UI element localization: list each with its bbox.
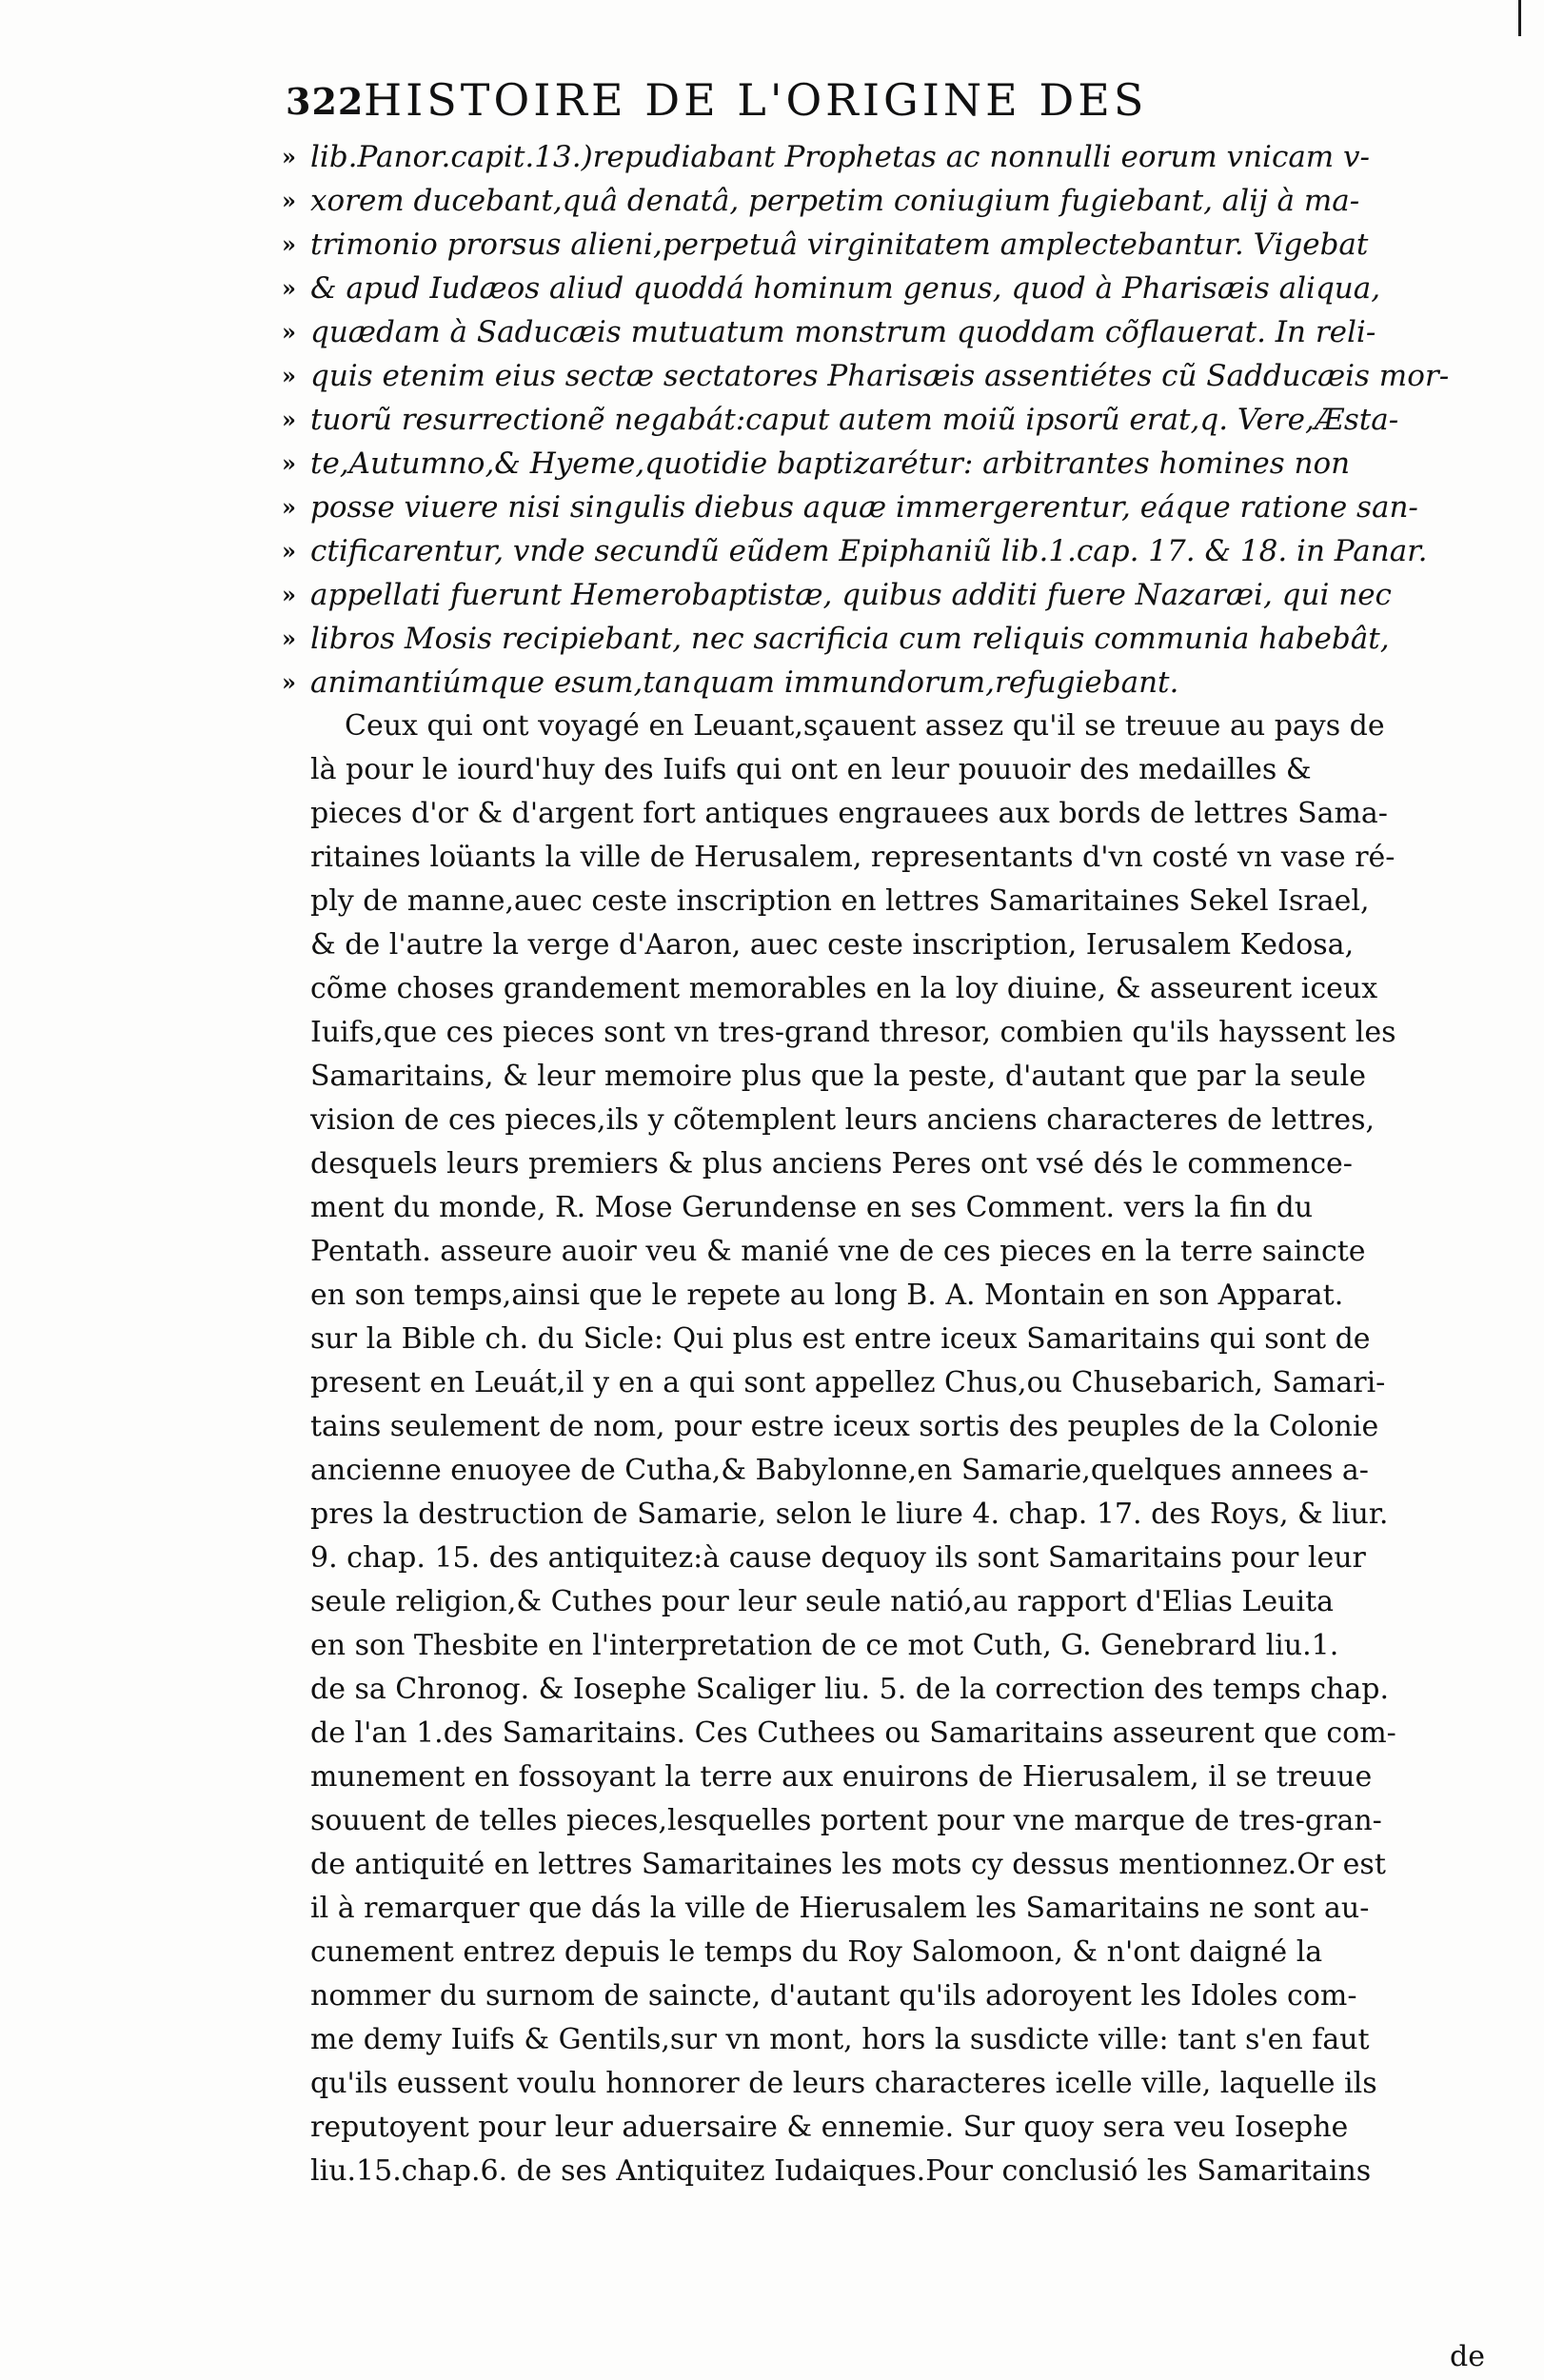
paragraph-line-text: en son Thesbite en l'interpretation de ce mot Cuth, G. Genebrard liu.1.	[310, 1629, 1339, 1662]
paragraph-line	[286, 1011, 1514, 1055]
paragraph-line-text: Samaritains, & leur memoire plus que la peste, d'autant que par la seule	[310, 1060, 1367, 1093]
paragraph-line-text: sur la Bible ch. du Sicle: Qui plus est entre iceux Samaritains qui sont de	[310, 1322, 1371, 1356]
quote-mark-icon: »	[282, 274, 296, 302]
quote-mark-icon: »	[282, 187, 296, 214]
paragraph-line	[286, 1668, 1514, 1712]
paragraph-line	[286, 2018, 1514, 2062]
quote-mark-icon: »	[282, 143, 296, 170]
quote-mark-icon: »	[282, 406, 296, 433]
quote-line-text: trimonio prorsus alieni,perpetuâ virginitatem amplectebantur. Vigebat	[310, 228, 1369, 262]
quote-line-text: quis etenim eius sectæ sectatores Pharisæis assentiétes cũ Sadducæis mor-	[310, 359, 1450, 393]
paragraph-line-text: pres la destruction de Samarie, selon le liure 4. chap. 17. des Roys, & liur.	[310, 1497, 1389, 1531]
paragraph-line-text: Pentath. asseure auoir veu & manié vne de ces pieces en la terre saincte	[310, 1235, 1366, 1268]
quote-line	[282, 617, 1514, 661]
paragraph-line	[286, 1142, 1514, 1186]
paragraph-line	[286, 1449, 1514, 1493]
page-edge-mark	[1518, 0, 1521, 36]
paragraph-line	[286, 1493, 1514, 1537]
quote-line	[282, 135, 1514, 179]
paragraph-line	[286, 1537, 1514, 1580]
quote-line-text: posse viuere nisi singulis diebus aquæ immergerentur, eáque ratione san-	[310, 490, 1418, 525]
quote-line	[282, 223, 1514, 267]
paragraph-line	[286, 748, 1514, 792]
quote-line-text: quædam à Saducæis mutuatum monstrum quoddam cõflauerat. In reli-	[310, 315, 1376, 349]
quote-mark-icon: »	[282, 449, 296, 477]
quote-line-text: libros Mosis recipiebant, nec sacrificia cum reliquis communia habebât,	[310, 622, 1390, 656]
quote-line-text: tuorũ resurrectionẽ negabát:caput autem moiũ ipsorũ erat,q. Vere,Æsta-	[310, 403, 1399, 437]
paragraph-line-text: ply de manne,auec ceste inscription en lettres Samaritaines Sekel Israel,	[310, 884, 1370, 918]
running-head	[286, 74, 1333, 131]
paragraph-line	[286, 1099, 1514, 1142]
quote-mark-icon: »	[282, 581, 296, 608]
quote-line-text: lib.Panor.capit.13.)repudiabant Prophetas ac nonnulli eorum vnicam v-	[310, 140, 1371, 174]
paragraph-line	[286, 792, 1514, 836]
paragraph-line	[286, 1230, 1514, 1274]
paragraph-line-text: il à remarquer que dás la ville de Hierusalem les Samaritains ne sont au-	[310, 1892, 1370, 1925]
paragraph-line-text: desquels leurs premiers & plus anciens Peres ont vsé dés le commence-	[310, 1147, 1353, 1180]
quote-line	[282, 398, 1514, 442]
quote-line-text: appellati fuerunt Hemerobaptistæ, quibus additi fuere Nazaræi, qui nec	[310, 578, 1392, 612]
quote-line	[282, 354, 1514, 398]
paragraph-line	[286, 704, 1514, 748]
quote-mark-icon: »	[282, 318, 296, 346]
paragraph-line-text: tains seulement de nom, pour estre iceux sortis des peuples de la Colonie	[310, 1410, 1379, 1443]
paragraph-line	[286, 2106, 1514, 2150]
text-block	[282, 135, 1514, 2193]
paragraph-line-text: ancienne enuoyee de Cutha,& Babylonne,en Samarie,quelques annees a-	[310, 1454, 1369, 1487]
paragraph-line-text: en son temps,ainsi que le repete au long B. A. Montain en son Apparat.	[310, 1279, 1344, 1312]
paragraph-line	[286, 1712, 1514, 1755]
paragraph-line-text: ritaines loüants la ville de Herusalem, representants d'vn costé vn vase ré-	[310, 841, 1396, 874]
paragraph-line-text: Ceux qui ont voyagé en Leuant,sçauent assez qu'il se treuue au pays de	[345, 709, 1385, 743]
quote-line-text: & apud Iudæos aliud quoddá hominum genus, quod à Pharisæis aliqua,	[310, 271, 1381, 306]
paragraph-line	[286, 1755, 1514, 1799]
paragraph-line-text: Iuifs,que ces pieces sont vn tres-grand thresor, combien qu'ils hayssent les	[310, 1016, 1396, 1049]
paragraph-line	[286, 1318, 1514, 1361]
paragraph-line-text: cunement entrez depuis le temps du Roy Salomoon, & n'ont daigné la	[310, 1935, 1323, 1969]
quote-line-text: xorem ducebant,quâ denatâ, perpetim coniugium fugiebant, alij à ma-	[310, 184, 1360, 218]
paragraph-line-text: là pour le iourd'huy des Iuifs qui ont en leur pouuoir des medailles &	[310, 753, 1312, 786]
paragraph-line-text: seule religion,& Cuthes pour leur seule natió,au rapport d'Elias Leuita	[310, 1585, 1335, 1618]
paragraph-line-text: qu'ils eussent voulu honnorer de leurs characteres icelle ville, laquelle ils	[310, 2067, 1377, 2100]
paragraph-line	[286, 923, 1514, 967]
quote-line-text: animantiúmque esum,tanquam immundorum,refugiebant.	[310, 665, 1179, 700]
paragraph-line-text: & de l'autre la verge d'Aaron, auec ceste inscription, Ierusalem Kedosa,	[310, 928, 1355, 962]
page-number: 322	[286, 80, 365, 123]
quote-line	[282, 179, 1514, 223]
paragraph-line	[286, 1361, 1514, 1405]
paragraph-line	[286, 1887, 1514, 1931]
paragraph-line	[286, 1624, 1514, 1668]
quote-mark-icon: »	[282, 668, 296, 696]
paragraph-line-text: ment du monde, R. Mose Gerundense en ses Comment. vers la fin du	[310, 1191, 1314, 1224]
quote-line	[282, 310, 1514, 354]
paragraph-line-text: liu.15.chap.6. de ses Antiquitez Iudaiques.Pour conclusió les Samaritains	[310, 2154, 1372, 2188]
quote-mark-icon: »	[282, 625, 296, 652]
quote-line-text: te,Autumno,& Hyeme,quotidie baptizarétur: arbitrantes homines non	[310, 446, 1351, 481]
latin-quotation	[282, 135, 1514, 704]
paragraph-line-text: souuent de telles pieces,lesquelles portent pour vne marque de tres-gran-	[310, 1804, 1382, 1837]
french-paragraph	[286, 704, 1514, 2193]
quote-line	[282, 529, 1514, 573]
paragraph-line-text: me demy Iuifs & Gentils,sur vn mont, hors la susdicte ville: tant s'en faut	[310, 2023, 1370, 2056]
paragraph-line	[286, 836, 1514, 880]
quote-mark-icon: »	[282, 230, 296, 258]
paragraph-line-text: vision de ces pieces,ils y cõtemplent leurs anciens characteres de lettres,	[310, 1103, 1376, 1137]
paragraph-line	[286, 1186, 1514, 1230]
quote-mark-icon: »	[282, 537, 296, 565]
paragraph-line	[286, 2150, 1514, 2193]
quote-mark-icon: »	[282, 362, 296, 389]
paragraph-line-text: 9. chap. 15. des antiquitez:à cause dequoy ils sont Samaritains pour leur	[310, 1541, 1366, 1575]
paragraph-line	[286, 1799, 1514, 1843]
paragraph-line-text: reputoyent pour leur aduersaire & ennemie. Sur quoy sera veu Iosephe	[310, 2111, 1349, 2144]
quote-line	[282, 267, 1514, 310]
paragraph-line-text: cõme choses grandement memorables en la loy diuine, & asseurent iceux	[310, 972, 1378, 1005]
quote-line	[282, 442, 1514, 486]
quote-mark-icon: »	[282, 493, 296, 521]
running-title: HISTOIRE DE L'ORIGINE DES	[364, 74, 1148, 126]
paragraph-line-text: de antiquité en lettres Samaritaines les mots cy dessus mentionnez.Or est	[310, 1848, 1386, 1881]
paragraph-line	[286, 2062, 1514, 2106]
paragraph-line	[286, 1055, 1514, 1099]
paragraph-line-text: nommer du surnom de saincte, d'autant qu'ils adoroyent les Idoles com-	[310, 1979, 1357, 2013]
paragraph-line	[286, 967, 1514, 1011]
paragraph-line-text: de sa Chronog. & Iosephe Scaliger liu. 5. de la correction des temps chap.	[310, 1673, 1389, 1706]
paragraph-line	[286, 1843, 1514, 1887]
quote-line	[282, 573, 1514, 617]
paragraph-line-text: munement en fossoyant la terre aux enuirons de Hierusalem, il se treuue	[310, 1760, 1373, 1794]
quote-line-text: ctificarentur, vnde secundũ eũdem Epiphaniũ lib.1.cap. 17. & 18. in Panar.	[310, 534, 1428, 568]
quote-line	[282, 486, 1514, 529]
paragraph-line-text: present en Leuát,il y en a qui sont appellez Chus,ou Chusebarich, Samari-	[310, 1366, 1386, 1399]
paragraph-line	[286, 1274, 1514, 1318]
paragraph-line	[286, 880, 1514, 923]
paragraph-line-text: pieces d'or & d'argent fort antiques engrauees aux bords de lettres Sama-	[310, 797, 1388, 830]
paragraph-line	[286, 1974, 1514, 2018]
paragraph-line-text: de l'an 1.des Samaritains. Ces Cuthees ou Samaritains asseurent que com-	[310, 1716, 1396, 1750]
quote-line	[282, 661, 1514, 704]
catchword: de	[1450, 2340, 1485, 2373]
paragraph-line	[286, 1931, 1514, 1974]
paragraph-line	[286, 1580, 1514, 1624]
paragraph-line	[286, 1405, 1514, 1449]
